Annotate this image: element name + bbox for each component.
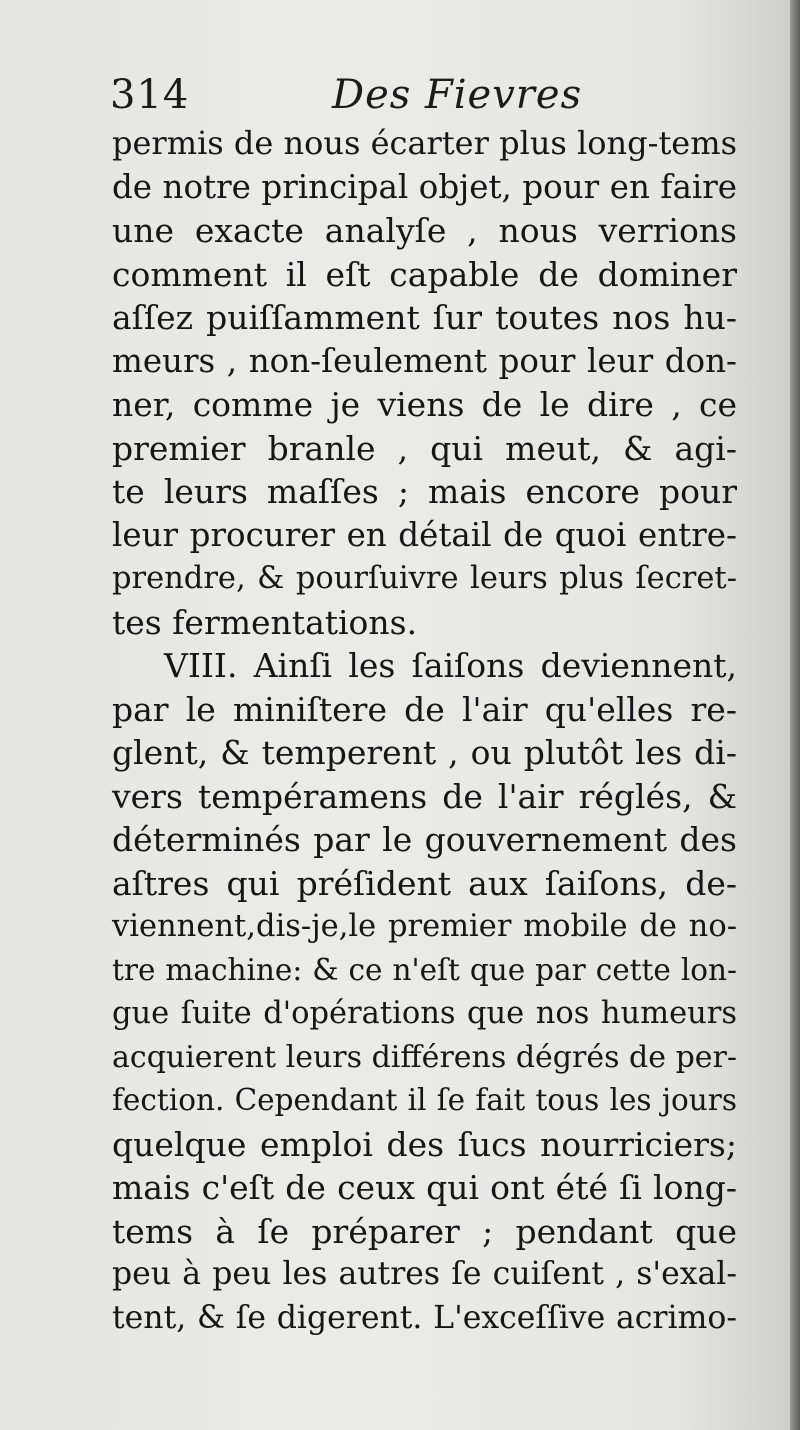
- running-head: Des Fievres: [332, 72, 583, 118]
- text-line: peu à peu les autres ſe cuiſent , s'exal-: [112, 1256, 737, 1292]
- page-header: [110, 68, 740, 128]
- text-line: tent, & ſe digerent. L'exceſſive acrimo-: [112, 1299, 737, 1336]
- section-start-line: VIII. Ainſi les ſaiſons deviennent,: [164, 646, 737, 685]
- text-line: permis de nous écarter plus long-tems: [112, 124, 737, 162]
- text-line: fection. Cependant il ſe fait tous les jours: [112, 1083, 737, 1117]
- page-edge-shadow: [790, 0, 800, 1430]
- paragraph-end-line: tes fermentations.: [112, 602, 418, 642]
- text-line: te leurs maſſes ; mais encore pour: [112, 472, 737, 511]
- text-line: viennent,dis-je,le premier mobile de no-: [112, 909, 737, 944]
- text-line: tre machine: & ce n'eſt que par cette lon-: [112, 952, 737, 987]
- text-line: de notre principal objet, pour en faire: [112, 167, 737, 206]
- text-line: aſtres qui préſident aux ſaiſons, de-: [112, 863, 737, 903]
- text-line: meurs , non-ſeulement pour leur don-: [112, 341, 737, 380]
- text-line: par le miniſtere de l'air qu'elles re-: [112, 689, 737, 729]
- text-line: déterminés par le gouvernement des: [112, 820, 737, 859]
- page-number: 314: [110, 72, 190, 118]
- text-line: leur procurer en détail de quoi entre-: [112, 515, 737, 554]
- text-line: acquierent leurs différens dégrés de per-: [112, 1039, 737, 1075]
- text-line: vers tempéramens de l'air réglés, &: [112, 776, 737, 816]
- text-line: ner, comme je viens de le dire , ce: [112, 385, 737, 424]
- text-line: prendre, & pourſuivre leurs plus ſecret-: [112, 561, 737, 596]
- text-line: quelque emploi des ſucs nourriciers;: [112, 1124, 737, 1164]
- body-text: [112, 122, 737, 1340]
- text-line: glent, & temperent , ou plutôt les di-: [112, 733, 737, 772]
- text-line: comment il eſt capable de dominer: [112, 254, 737, 294]
- text-line: mais c'eſt de ceux qui ont été ſi long-: [112, 1168, 737, 1207]
- text-line: une exacte analyſe , nous verrions: [112, 211, 737, 250]
- text-line: premier branle , qui meut, & agi-: [112, 428, 737, 468]
- text-line: gue ſuite d'opérations que nos humeurs: [112, 996, 737, 1031]
- text-line: tems à ſe préparer ; pendant que: [112, 1211, 737, 1251]
- text-line: aſſez puiſſamment ſur toutes nos hu-: [112, 298, 737, 337]
